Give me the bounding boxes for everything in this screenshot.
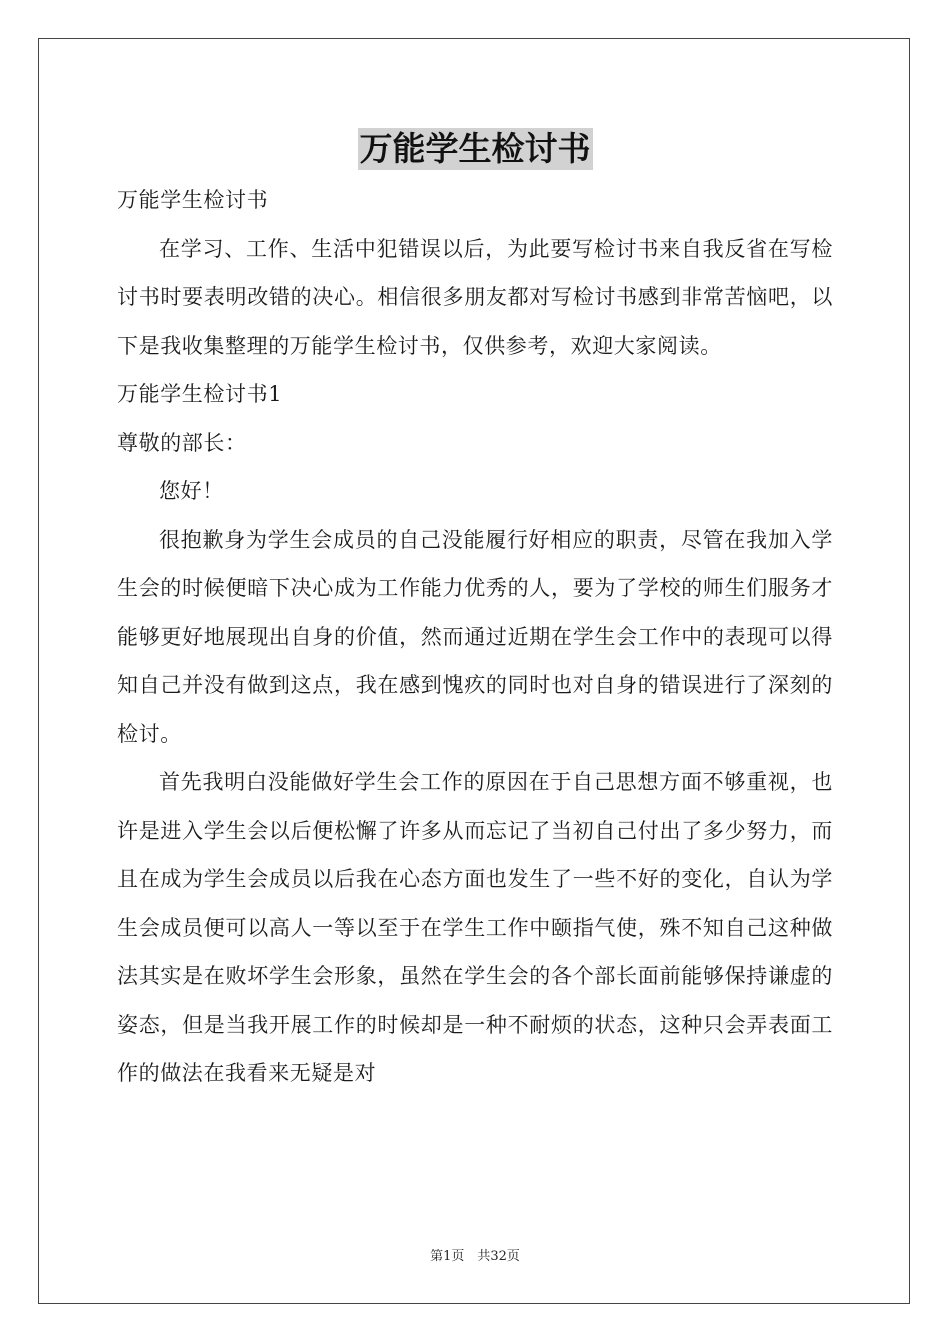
document-body [117,176,833,1098]
page-number-footer: 第1页 共32页 [430,1249,520,1264]
title-container [0,128,950,170]
paragraph-greeting: 您好！ [159,479,224,503]
paragraph-section-heading: 万能学生检讨书1 [117,382,283,406]
paragraph-reflection: 首先我明白没能做好学生会工作的原因在于自己思想方面不够重视，也许是进入学生会以后便松懈了许多从而忘记了当初自己付出了多少努力，而且在成为学生会成员以后我在心态方面也发生了一些不好的变化，自认为学生会成员便可以高人一等以至于在学生工作中颐指气使，殊不知自己这种做法其实是在败坏学生会形象，虽然在学生会的各个部长面前能够保持谦虚的姿态，但是当我开展工作的时候却是一种不耐烦的状态，这种只会弄表面工作的做法在我看来无疑是对 [117,770,833,1085]
paragraph-apology: 很抱歉身为学生会成员的自己没能履行好相应的职责，尽管在我加入学生会的时候便暗下决心成为工作能力优秀的人，要为了学校的师生们服务才能够更好地展现出自身的价值，然而通过近期在学生会工作中的表现可以得知自己并没有做到这点，我在感到愧疚的同时也对自身的错误进行了深刻的检讨。 [117,527,833,746]
paragraph-subtitle: 万能学生检讨书 [117,188,269,212]
document-title: 万能学生检讨书 [359,129,591,168]
paragraph-intro: 在学习、工作、生活中犯错误以后，为此要写检讨书来自我反省在写检讨书时要表明改错的决心。相信很多朋友都对写检讨书感到非常苦恼吧，以下是我收集整理的万能学生检讨书，仅供参考，欢迎大家阅读。 [117,236,833,358]
paragraph-salutation: 尊敬的部长： [117,430,247,455]
